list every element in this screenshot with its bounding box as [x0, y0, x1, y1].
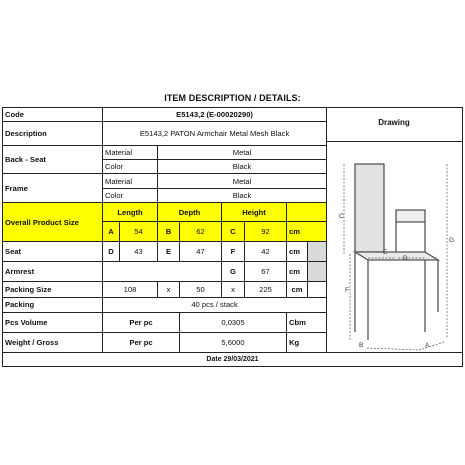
dim-e-value: 47 [180, 242, 222, 262]
packing-value: 40 pcs / stack [103, 297, 327, 313]
dim-g-key: G [222, 262, 245, 282]
description-label: Description [3, 122, 103, 145]
weight-label: Weight / Gross [3, 332, 103, 352]
row-overall-headers [3, 203, 327, 222]
drawing-label-a: A [425, 342, 430, 349]
date-footer: Date 29/03/2021 [2, 353, 463, 367]
drawing-label-b: B [359, 342, 364, 349]
armrest-label: Armrest [3, 262, 103, 282]
spec-table [2, 107, 327, 353]
pcs-volume-per: Per pc [103, 313, 180, 333]
seat-blank [308, 242, 327, 262]
document-title: ITEM DESCRIPTION / DETAILS: [164, 93, 301, 103]
drawing-label-e: E [383, 249, 388, 256]
chair-legs [355, 252, 438, 340]
dim-a-value: 54 [120, 222, 158, 242]
dim-f-value: 42 [245, 242, 287, 262]
overall-blank [287, 203, 327, 222]
row-packing-size [3, 282, 327, 298]
drawing-heading: Drawing [326, 108, 462, 142]
armrest-blank [103, 262, 222, 282]
row-description [3, 122, 327, 145]
row-code [3, 108, 327, 122]
chair-backrest [355, 164, 384, 252]
packing-size-label: Packing Size [3, 282, 103, 298]
armrest-blank-end [308, 262, 327, 282]
drawing-label-f: F [345, 287, 349, 294]
seat-label: Seat [3, 242, 103, 262]
drawing-label-d: D [403, 255, 408, 262]
packing-size-v2: 50 [180, 282, 222, 298]
packing-size-blank [308, 282, 327, 298]
dim-e-key: E [158, 242, 180, 262]
dim-b-key: B [158, 222, 180, 242]
code-label: Code [3, 108, 103, 122]
pcs-volume-label: Pcs Volume [3, 313, 103, 333]
row-packing [3, 297, 327, 313]
length-header: Length [103, 203, 158, 222]
code-value: E5143,2 (E-00020290) [103, 108, 327, 122]
dim-f-key: F [222, 242, 245, 262]
packing-size-v3: 225 [245, 282, 287, 298]
frame-color-value: Black [158, 188, 327, 202]
pcs-volume-unit: Cbm [287, 313, 327, 333]
description-value: E5143,2 PATON Armchair Metal Mesh Black [103, 122, 327, 145]
drawing-label-c: C [339, 213, 344, 220]
dim-d-value: 43 [120, 242, 158, 262]
dim-a-key: A [103, 222, 120, 242]
packing-size-unit: cm [287, 282, 308, 298]
weight-value: 5,6000 [180, 332, 287, 352]
chair-drawing [326, 142, 462, 354]
back-seat-color-value: Black [158, 160, 327, 174]
overall-size-label: Overall Product Size [3, 203, 103, 242]
dim-b-value: 62 [180, 222, 222, 242]
frame-material-value: Metal [158, 174, 327, 188]
height-header: Height [222, 203, 287, 222]
weight-per: Per pc [103, 332, 180, 352]
packing-size-v1: 108 [103, 282, 158, 298]
back-seat-material-label: Material [103, 145, 158, 159]
row-armrest [3, 262, 327, 282]
dim-c-key: C [222, 222, 245, 242]
back-seat-label: Back - Seat [3, 145, 103, 174]
drawing-label-g: G [449, 237, 455, 244]
row-seat [3, 242, 327, 262]
frame-material-label: Material [103, 174, 158, 188]
chair-seat [355, 252, 438, 260]
overall-unit: cm [287, 222, 327, 242]
packing-size-x1: x [158, 282, 180, 298]
packing-label: Packing [3, 297, 103, 313]
packing-size-x2: x [222, 282, 245, 298]
dim-c-value: 92 [245, 222, 287, 242]
frame-label: Frame [3, 174, 103, 203]
item-sheet [2, 107, 463, 369]
pcs-volume-value: 0,0305 [180, 313, 287, 333]
weight-unit: Kg [287, 332, 327, 352]
dim-g-value: 67 [245, 262, 287, 282]
depth-header: Depth [158, 203, 222, 222]
chair-armrest-top [396, 210, 425, 222]
back-seat-color-label: Color [103, 160, 158, 174]
frame-color-label: Color [103, 188, 158, 202]
seat-unit: cm [287, 242, 308, 262]
armrest-unit: cm [287, 262, 308, 282]
dim-d-key: D [103, 242, 120, 262]
back-seat-material-value: Metal [158, 145, 327, 159]
drawing-panel [326, 107, 463, 353]
row-weight [3, 332, 327, 352]
row-pcs-volume [3, 313, 327, 333]
row-frame-material [3, 174, 327, 188]
row-back-seat-material [3, 145, 327, 159]
